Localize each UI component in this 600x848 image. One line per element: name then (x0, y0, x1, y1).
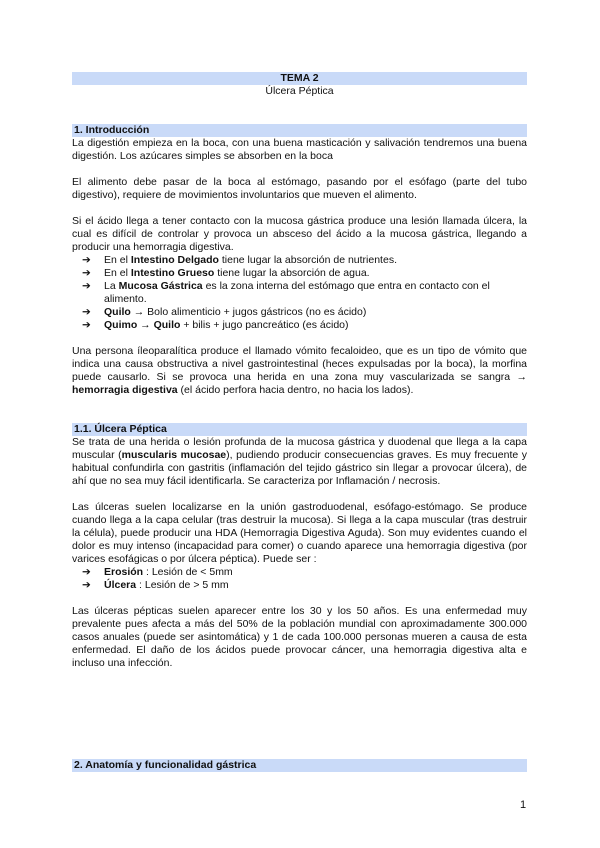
arrow-bullet-icon: ➔ (82, 280, 91, 292)
list-item: ➔ Quimo → Quilo + bilis + jugo pancreático (es ácido) (82, 319, 349, 331)
page-number: 1 (520, 799, 527, 811)
bullet-list-intro (72, 254, 527, 332)
section-heading-ulcera-peptica: 1.1. Úlcera Péptica (72, 423, 527, 436)
arrow-bullet-icon: ➔ (82, 267, 91, 279)
section-heading-introduccion: 1. Introducción (72, 124, 527, 137)
arrow-bullet-icon: ➔ (82, 254, 91, 266)
paragraph: Las úlceras pépticas suelen aparecer entre los 30 y los 50 años. Es una enfermedad muy prevalente pues afecta a más del 50% de la población mundial con aproximadamente 300.000 casos anuales (puede ser asintomática) y 1 de cada 100.000 personas mueren a causa de esta enfermedad. El daño de los ácidos puede provocar cáncer, una hemorragia digestiva alta e incluso una infección. (72, 605, 527, 669)
list-item: ➔ La Mucosa Gástrica es la zona interna del estómago que entra en contacto con el alimento. (82, 280, 490, 305)
bullet-list-ulcer (72, 566, 527, 592)
section-heading-anatomia: 2. Anatomía y funcionalidad gástrica (72, 759, 527, 772)
arrow-bullet-icon: ➔ (82, 579, 91, 591)
list-item: ➔ Úlcera : Lesión de > 5 mm (82, 579, 229, 591)
document-subtitle: Úlcera Péptica (265, 85, 334, 97)
document-title: TEMA 2 (72, 72, 527, 85)
arrow-bullet-icon: ➔ (82, 306, 91, 318)
arrow-bullet-icon: ➔ (82, 319, 91, 331)
paragraph: El alimento debe pasar de la boca al estómago, pasando por el esófago (parte del tubo digestivo), requiere de movimientos involuntarios que mueven el alimento. (72, 176, 527, 201)
paragraph: Una persona íleoparalítica produce el llamado vómito fecaloideo, que es un tipo de vómito que indica una causa obstructiva a nivel gastrointestinal (heces expulsadas por la boca), la morfina puede causarlo. Si se provoca una herida en una zona muy vascularizada se sangra → hemorragia digestiva (el ácido perfora hacia dentro, no hacia los lados). (72, 345, 527, 396)
list-item: ➔ En el Intestino Grueso tiene lugar la absorción de agua. (82, 267, 370, 279)
list-item: ➔ Erosión : Lesión de < 5mm (82, 566, 233, 578)
page-content (72, 72, 527, 670)
list-item: ➔ Quilo → Bolo alimenticio + jugos gástricos (no es ácido) (82, 306, 367, 318)
paragraph: Si el ácido llega a tener contacto con la mucosa gástrica produce una lesión llamada úlcera, la cual es difícil de controlar y provoca un absceso del ácido a la mucosa gástrica, llegando a producir una hemorragia digestiva. (72, 215, 527, 253)
paragraph: Las úlceras suelen localizarse en la unión gastroduodenal, esófago-estómago. Se produce cuando llega a la capa celular (tras destruir la mucosa). Si llega a la capa muscular (tras destruir la célula), puede producir una HDA (Hemorragia Digestiva Aguda). Son muy evidentes cuando el dolor es muy intenso (incapacidad para comer) o cuando aparece una hemorragia digestiva (por varices esofágicas o por úlcera péptica). Puede ser : (72, 501, 527, 565)
list-item: ➔ En el Intestino Delgado tiene lugar la absorción de nutrientes. (82, 254, 397, 266)
arrow-bullet-icon: ➔ (82, 566, 91, 578)
paragraph: Se trata de una herida o lesión profunda de la mucosa gástrica y duodenal que llega a la capa muscular (muscularis mucosae), pudiendo producir consecuencias graves. Es muy frecuente y habitual confundirla con gastritis (inflamación del tejido gástrico sin llegar a provocar úlcera), de ahí que no sea muy fácil identificarla. Se caracteriza por Inflamación / necrosis. (72, 436, 527, 487)
paragraph: La digestión empieza en la boca, con una buena masticación y salivación tendremos una buena digestión. Los azúcares simples se absorben en la boca (72, 137, 527, 162)
